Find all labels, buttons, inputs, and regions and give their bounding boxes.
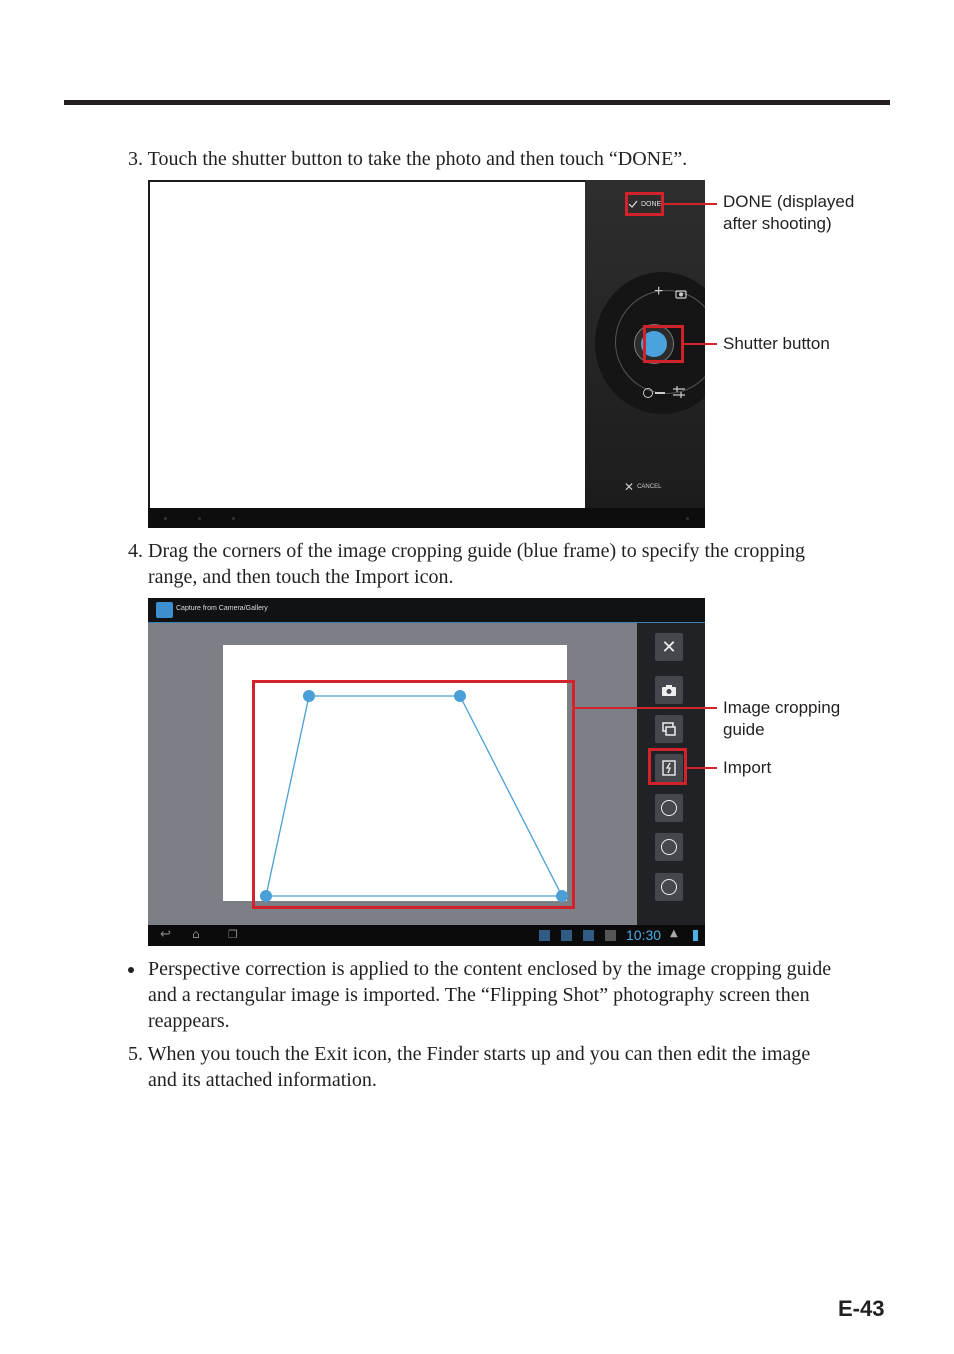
import-highlight — [648, 748, 687, 785]
step-5-text: 5. When you touch the Exit icon, the Finder starts up and you can then edit the image and its attached information. — [128, 1043, 811, 1091]
camera-screenshot — [148, 180, 705, 528]
system-bar — [148, 925, 705, 946]
step-4-text: 4. Drag the corners of the image cropping guide (blue frame) to specify the cropping range, and then touch the Import icon. — [128, 540, 805, 588]
back-icon[interactable]: ↩ — [160, 927, 171, 942]
bullet-note: Perspective correction is applied to the content enclosed by the image cropping guide and a rectangular image is imported. The “Flipping Shot” photography screen then reappears. — [128, 956, 918, 1034]
import-leader-line — [687, 767, 717, 769]
recent-apps-icon[interactable]: ❐ — [228, 928, 238, 941]
gallery-button[interactable] — [655, 715, 683, 743]
cancel-button[interactable]: ✕ CANCEL — [624, 480, 662, 494]
notification-icon — [583, 930, 594, 941]
camera-preview — [150, 182, 585, 508]
zoom-plus-icon[interactable]: + — [654, 283, 664, 300]
header-rule — [64, 100, 890, 105]
rotate-left-button[interactable] — [655, 873, 683, 901]
system-bar — [148, 508, 705, 528]
shutter-leader-line — [684, 343, 717, 345]
done-button[interactable]: DONE — [628, 194, 662, 214]
rotate-right-button[interactable] — [655, 833, 683, 861]
done-highlight — [625, 192, 664, 216]
shutter-highlight — [643, 325, 684, 363]
shutter-callout: Shutter button — [723, 334, 830, 353]
rotate-icon — [661, 800, 677, 816]
import-callout: Import — [723, 758, 772, 777]
done-leader-line — [664, 203, 717, 205]
notification-icon — [605, 930, 616, 941]
wifi-icon: ▲ — [670, 928, 678, 939]
battery-icon — [693, 930, 698, 941]
settings-sliders-icon[interactable] — [672, 385, 686, 399]
camera-icon — [661, 684, 677, 697]
camera-button[interactable] — [655, 676, 683, 704]
crop-leader-line — [575, 707, 717, 709]
page-number: E-43 — [838, 1296, 885, 1321]
gallery-icon — [661, 721, 677, 737]
rotate-180-button[interactable] — [655, 794, 683, 822]
notification-icon — [561, 930, 572, 941]
clock: 10:30 — [626, 927, 662, 943]
close-icon: ✕ — [661, 636, 677, 658]
crop-guide-highlight — [252, 680, 575, 909]
crop-callout: Image cropping guide — [723, 698, 841, 739]
step-3-text: 3. Touch the shutter button to take the photo and then touch “DONE”. — [128, 148, 688, 170]
bullet-dot — [128, 967, 134, 973]
notification-icon — [539, 930, 550, 941]
home-icon[interactable]: ⌂ — [192, 927, 200, 941]
switch-camera-icon[interactable] — [674, 288, 688, 300]
close-icon: ✕ — [624, 480, 635, 494]
rotate-ccw-icon — [661, 879, 677, 895]
rotate-cw-icon — [661, 839, 677, 855]
zoom-minus-icon[interactable] — [655, 392, 665, 394]
exit-button[interactable] — [655, 633, 683, 661]
app-title-bar: Capture from Camera/Gallery — [148, 598, 705, 623]
mode-icon[interactable] — [643, 388, 653, 398]
done-callout: DONE (displayed after shooting) — [723, 192, 855, 233]
